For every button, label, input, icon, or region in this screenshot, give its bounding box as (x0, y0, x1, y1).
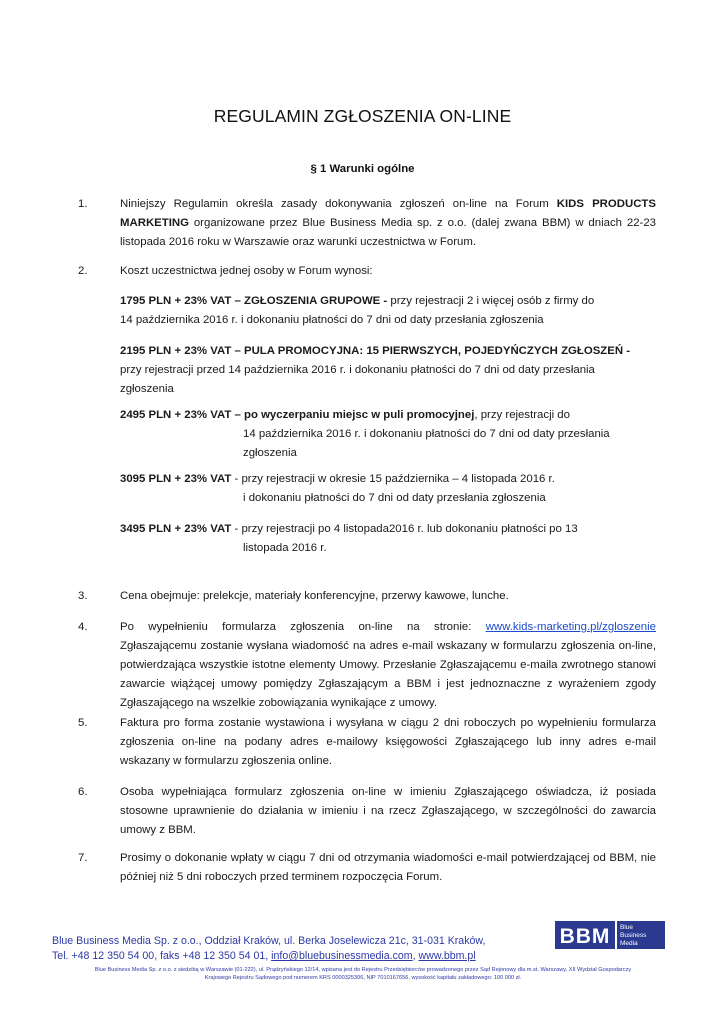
document-title: REGULAMIN ZGŁOSZENIA ON-LINE (213, 106, 512, 126)
item-number: 6. (78, 786, 88, 798)
price-option: 3495 PLN + 23% VAT - przy rejestracji po 4 listopada2016 r. lub dokonaniu płatności po 13 listopada 2016 r. (120, 523, 578, 554)
price-option: 2195 PLN + 23% VAT – PULA PROMOCYJNA: 15 PIERWSZYCH, POJEDYŃCZYCH ZGŁOSZEŃ - przy rejestracji przed 14 października 2016 r. i dokonaniu płatności do 7 dni od daty przesłania zgłoszenia (120, 345, 631, 395)
item-number: 2. (78, 265, 88, 277)
item-text: Po wypełnieniu formularza zgłoszenia on-line na stronie: www.kids-marketing.pl/zgloszenie Zgłaszającemu zostanie wysłana wiadomość na adres e-mail wskazany w formularzu zgłoszenia on-line, potwierdzająca wszystkie istotne elementy Umowy. Przesłanie Zgłaszającemu e-maila zwrotnego stanowi zawarcie wiążącej umowy pomiędzy Zgłaszającym a BBM i jest jednoznaczne z wyrażeniem zgody Zgłaszającego na wszelkie zobowiązania wynikające z umowy. (120, 621, 656, 709)
item-number: 1. (78, 198, 88, 210)
svg-text:Blue: Blue (620, 924, 634, 931)
footer-website-link[interactable]: www.bbm.pl (418, 950, 476, 962)
price-label: 2195 PLN + 23% VAT – PULA PROMOCYJNA: 15 PIERWSZYCH, POJEDYŃCZYCH ZGŁOSZEŃ - (120, 345, 631, 357)
item-text: Faktura pro forma zostanie wystawiona i wysyłana w ciągu 2 dni roboczych po wypełnieniu formularza zgłoszenia on-line na podany adres e-mailowy księgowości Zgłaszającego lub inny adres e-mail wskazany w formularzu zgłoszenia online. (120, 717, 656, 767)
item-number: 3. (78, 590, 88, 602)
item-number: 7. (78, 852, 88, 864)
footer-legal: Blue Business Media Sp. z o.o. z siedzibą w Warszawie (01-222), ul. Prądzyńskiego 12/14, wpisana jest do Rejestru Przedsiębiorców prowadzonego przez Sąd Rejonowy dla m.st. Warszawy, XII Wydział Gospodarczy Krajowego Rejestru Sądowego pod numerem KRS 0000325306, NIP 7010167656, wysokość kapitału zakładowego: 100 000 zł. (94, 967, 632, 981)
price-label: 1795 PLN + 23% VAT – ZGŁOSZENIA GRUPOWE - (120, 295, 388, 307)
price-label: 3495 PLN + 23% VAT (120, 523, 232, 535)
item-text: Prosimy o dokonanie wpłaty w ciągu 7 dni od otrzymania wiadomości e-mail potwierdzającej od BBM, nie później niż 5 dni roboczych przed terminem rozpoczęcia Forum. (120, 852, 656, 883)
item-text: Cena obejmuje: prelekcje, materiały konferencyjne, przerwy kawowe, lunche. (120, 590, 509, 602)
item-text: Niniejszy Regulamin określa zasady dokonywania zgłoszeń on-line na Forum KIDS PRODUCTS MARKETING organizowane przez Blue Business Media sp. z o.o. (dalej zwana BBM) w dniach 22-23 listopada 2016 roku w Warszawie oraz warunki uczestnictwa w Forum. (120, 198, 656, 248)
svg-text:Business: Business (620, 932, 647, 939)
price-option: 3095 PLN + 23% VAT - przy rejestracji w okresie 15 października – 4 listopada 2016 r. i dokonaniu płatności do 7 dni od daty przesłania zgłoszenia (120, 473, 555, 504)
item-text: Osoba wypełniająca formularz zgłoszenia on-line w imieniu Zgłaszającego oświadcza, iż posiada stosowne uprawnienie do działania w imieniu i na rzecz Zgłaszającego, w szczególności do zawarcia umowy z BBM. (120, 786, 656, 836)
forum-name: KIDS PRODUCTS MARKETING (120, 198, 656, 229)
footer-address: Blue Business Media Sp. z o.o., Oddział Kraków, ul. Berka Joselewicza 21c, 31-031 Kraków, (52, 935, 486, 947)
section-heading: § 1 Warunki ogólne (310, 163, 415, 175)
price-option: 1795 PLN + 23% VAT – ZGŁOSZENIA GRUPOWE - przy rejestracji 2 i więcej osób z firmy do 14 października 2016 r. i dokonaniu płatności do 7 dni od daty przesłania zgłoszenia (120, 295, 595, 326)
item-number: 4. (78, 621, 88, 633)
svg-text:BBM: BBM (559, 925, 611, 948)
footer-email-link[interactable]: info@bluebusinessmedia.com (271, 950, 413, 962)
bbm-logo (555, 920, 665, 950)
price-label: 3095 PLN + 23% VAT (120, 473, 232, 485)
price-label: 2495 PLN + 23% VAT – po wyczerpaniu miejsc w puli promocyjnej (120, 409, 475, 421)
price-option: 2495 PLN + 23% VAT – po wyczerpaniu miejsc w puli promocyjnej, przy rejestracji do 14 października 2016 r. i dokonaniu płatności do 7 dni od daty przesłania zgłoszenia (120, 409, 610, 459)
registration-link[interactable]: www.kids-marketing.pl/zgloszenie (485, 621, 656, 633)
item-number: 5. (78, 717, 88, 729)
footer-contact: Tel. +48 12 350 54 00, faks +48 12 350 54 01, info@bluebusinessmedia.com, www.bbm.pl (52, 950, 476, 962)
item-text: Koszt uczestnictwa jednej osoby w Forum wynosi: (120, 265, 373, 277)
svg-text:Media: Media (620, 940, 638, 947)
